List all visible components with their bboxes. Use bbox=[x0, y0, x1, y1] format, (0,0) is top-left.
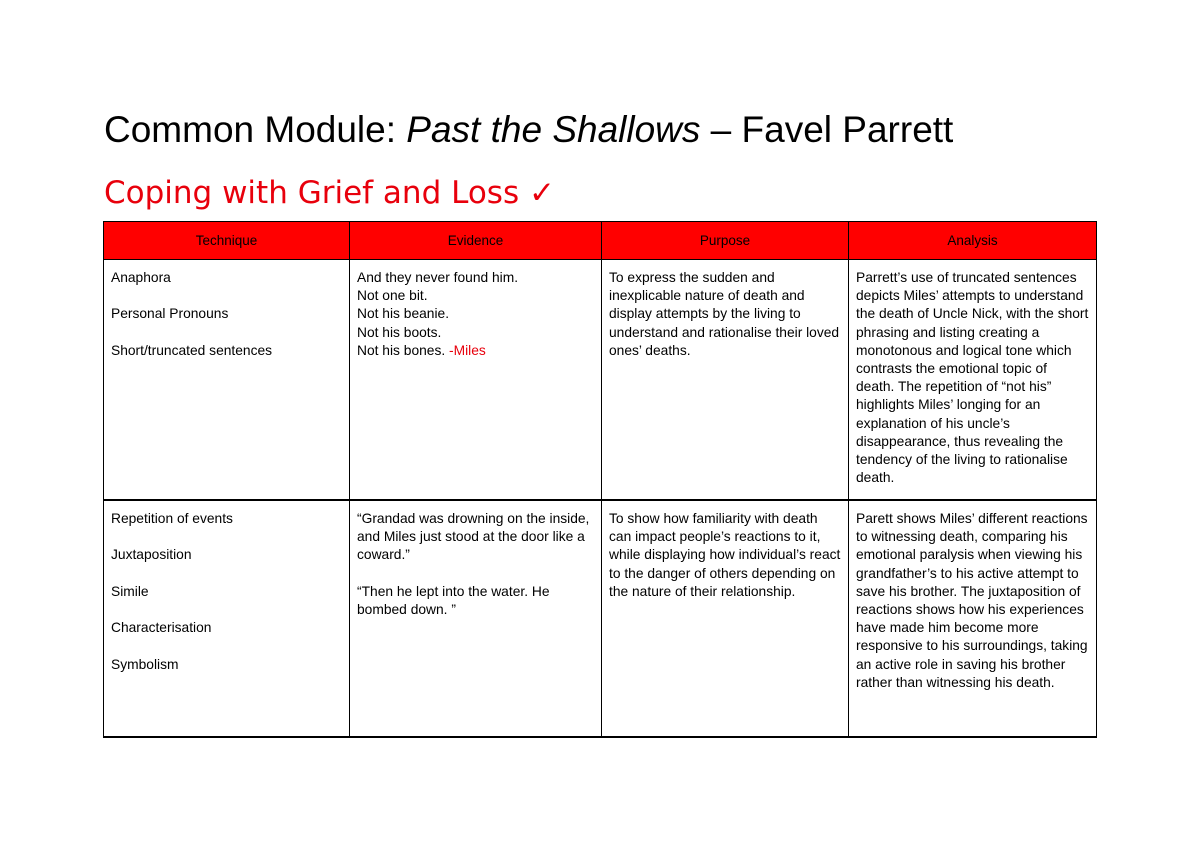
page-title bbox=[104, 106, 953, 154]
technique-cell bbox=[104, 260, 350, 501]
title-book-name: Past the Shallows bbox=[406, 109, 701, 150]
technique-item: Short/truncated sentences bbox=[111, 342, 273, 358]
column-header-evidence: Evidence bbox=[350, 222, 602, 260]
analysis-table bbox=[103, 221, 1097, 738]
title-prefix: Common Module: bbox=[104, 109, 407, 150]
evidence-line: And they never found him. bbox=[357, 270, 519, 285]
evidence-line-last bbox=[357, 342, 594, 360]
evidence-cell bbox=[350, 500, 602, 737]
technique-cell bbox=[104, 500, 350, 737]
evidence-quote: “Grandad was drowning on the inside, and Miles just stood at the door like a coward.” bbox=[357, 511, 590, 563]
table-header-row bbox=[104, 222, 1097, 260]
evidence-quote: “Then he lept into the water. He bombed down. ” bbox=[357, 583, 550, 617]
evidence-line: Not his beanie. bbox=[357, 306, 450, 322]
technique-item: Simile bbox=[111, 583, 149, 599]
technique-item: Anaphora bbox=[111, 270, 171, 285]
purpose-cell: To express the sudden and inexplicable nature of death and display attempts by the living to understand and rationalise their loved ones’ deaths. bbox=[602, 260, 849, 501]
title-suffix: – Favel Parrett bbox=[700, 109, 954, 150]
column-header-analysis: Analysis bbox=[849, 222, 1097, 260]
column-header-technique: Technique bbox=[104, 222, 350, 260]
analysis-cell: Parrett’s use of truncated sentences depicts Miles’ attempts to understand the death of Uncle Nick, with the short phrasing and listing creating a monotonous and logical tone which contrasts the emotional topic of death. The repetition of “not his” highlights Miles’ longing for an explanation of his uncle’s disappearance, thus revealing the tendency of the living to rationalise death. bbox=[849, 260, 1097, 501]
evidence-line: Not his boots. bbox=[357, 324, 442, 340]
purpose-cell: To show how familiarity with death can impact people’s reactions to it, while displaying how individual’s react to the danger of others depending on the nature of their relationship. bbox=[602, 500, 849, 737]
technique-item: Characterisation bbox=[111, 620, 212, 636]
technique-item: Symbolism bbox=[111, 656, 179, 672]
column-header-purpose: Purpose bbox=[602, 222, 849, 260]
evidence-line-text: Not his bones. bbox=[357, 342, 450, 358]
technique-item: Juxtaposition bbox=[111, 547, 192, 563]
technique-item: Repetition of events bbox=[111, 511, 233, 526]
table-row bbox=[104, 500, 1097, 737]
quote-speaker: -Miles bbox=[449, 342, 486, 358]
evidence-line: Not one bit. bbox=[357, 288, 428, 304]
analysis-cell: Parett shows Miles’ different reactions to witnessing death, comparing his emotional paralysis when viewing his grandfather’s to his active attempt to save his brother. The juxtaposition of reactions shows how his experiences have made him become more responsive to his surroundings, taking an active role in saving his brother rather than witnessing his death. bbox=[849, 500, 1097, 737]
section-subtitle: Coping with Grief and Loss ✓ bbox=[104, 175, 555, 211]
technique-item: Personal Pronouns bbox=[111, 306, 229, 322]
quote-spacer bbox=[357, 565, 594, 583]
evidence-cell bbox=[350, 260, 602, 501]
table-row bbox=[104, 260, 1097, 501]
